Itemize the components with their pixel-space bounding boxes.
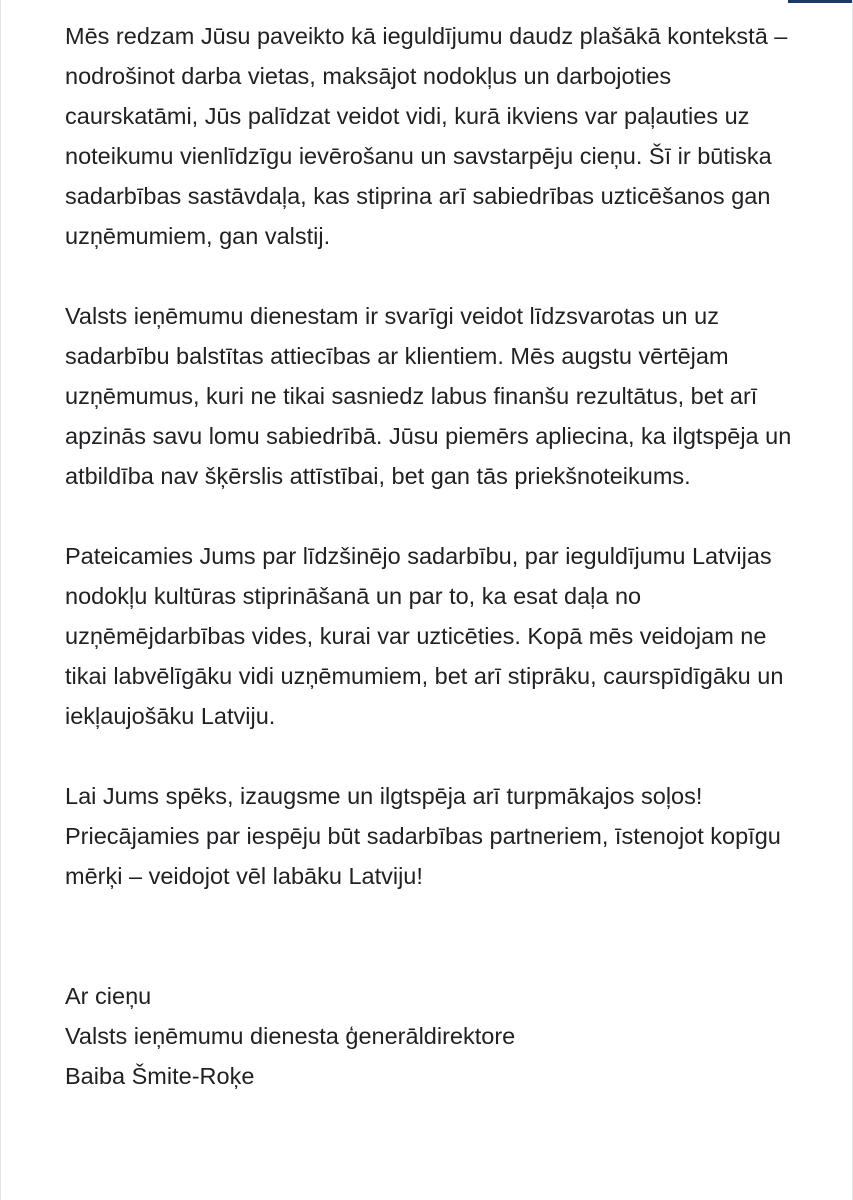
- signature-title: Valsts ieņēmumu dienesta ģenerāldirektore: [65, 1023, 516, 1049]
- paragraph-cooperation: Valsts ieņēmumu dienestam ir svarīgi veidot līdzsvarotas un uz sadarbību balstītas attiecības ar klientiem. Mēs augstu vērtējam uzņēmumus, kuri ne tikai sasniedz labus finanšu rezultātus, bet arī apzinās savu lomu sabiedrībā. Jūsu piemērs apliecina, ka ilgtspēja un atbildība nav šķērslis attīstībai, bet gan tās priekšnoteikums.: [65, 303, 792, 489]
- signature-block: [65, 976, 805, 1096]
- paragraph-gratitude: Pateicamies Jums par līdzšinējo sadarbību, par ieguldījumu Latvijas nodokļu kultūras stiprināšanā un par to, ka esat daļa no uzņēmējdarbības vides, kurai var uzticēties. Kopā mēs veidojam ne tikai labvēlīgāku vidi uzņēmumiem, bet arī stiprāku, caurspīdīgāku un iekļaujošāku Latviju.: [65, 543, 784, 729]
- signature-name: Baiba Šmite-Roķe: [65, 1063, 255, 1089]
- top-accent-bar: [788, 0, 852, 3]
- paragraph-contribution: Mēs redzam Jūsu paveikto kā ieguldījumu daudz plašākā kontekstā – nodrošinot darba vietas, maksājot nodokļus un darbojoties caurskatāmi, Jūs palīdzat veidot vidi, kurā ikviens var paļauties uz noteikumu vienlīdzīgu ievērošanu un savstarpēju cieņu. Šī ir būtiska sadarbības sastāvdaļa, kas stiprina arī sabiedrības uzticēšanos gan uzņēmumiem, gan valstij.: [65, 23, 788, 249]
- paragraph-wishes: Lai Jums spēks, izaugsme un ilgtspēja arī turpmākajos soļos! Priecājamies par iespēju būt sadarbības partneriem, īstenojot kopīgu mērķi – veidojot vēl labāku Latviju!: [65, 783, 781, 889]
- signature-closing: Ar cieņu: [65, 983, 152, 1009]
- letter-body: [65, 16, 805, 1096]
